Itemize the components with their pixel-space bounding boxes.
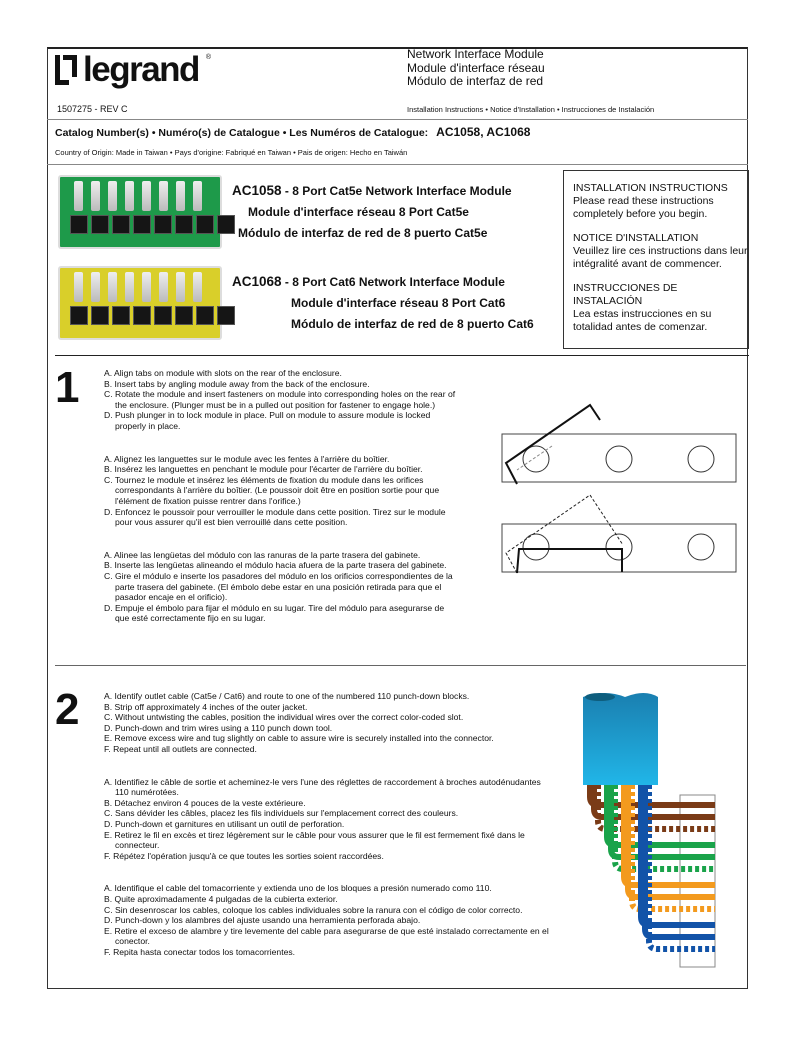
step-1-number: 1 bbox=[55, 363, 80, 412]
notice-heading-es: INSTRUCCIONES DE INSTALACIÓN bbox=[573, 282, 678, 307]
step2-fr-item: B. Détachez environ 4 pouces de la veste extérieure. bbox=[104, 797, 306, 808]
brand-name: legrand bbox=[83, 50, 199, 89]
product-ac1068-title: AC1068 - 8 Port Cat6 Network Interface Module bbox=[232, 274, 505, 289]
step1-es-item: D. Empuje el émbolo para fijar el módulo en su lugar. Tire del módulo para asegurarse de que esté correctamente fijo en su lugar. bbox=[104, 602, 445, 624]
step1-en-item: A. Align tabs on module with slots on the rear of the enclosure. bbox=[104, 368, 342, 378]
title-fr: Module d'interface réseau bbox=[407, 60, 545, 75]
step2-en-item: C. Without untwisting the cables, position the individual wires over the correct color-coded slot. bbox=[104, 712, 464, 723]
step1-fr-item: B. Insérez les languettes en penchant le module pour l'écarter de l'arrière du boîtier. bbox=[104, 464, 423, 475]
product-ac1058-es: Módulo de interfaz de red de 8 puerto Cat5e bbox=[238, 226, 488, 240]
document-title bbox=[407, 48, 545, 89]
step2-fr-item: E. Retirez le fil en excès et tirez légèrement sur le câble pour vous assurer que le fil est fermement fixé dans le connecteur. bbox=[104, 829, 525, 851]
ac1068-module-image bbox=[58, 266, 222, 340]
legrand-mark-icon bbox=[55, 55, 77, 85]
notice-box bbox=[563, 170, 749, 349]
product-ac1068-fr: Module d'interface réseau 8 Port Cat6 bbox=[291, 296, 506, 310]
product-ac1068-es: Módulo de interfaz de red de 8 puerto Cat6 bbox=[291, 317, 534, 331]
module-mounting-diagram bbox=[470, 400, 750, 580]
ac1058-module-image bbox=[58, 175, 222, 249]
step1-en-item: B. Insert tabs by angling module away from the back of the enclosure. bbox=[104, 378, 370, 389]
catalog-numbers: AC1058, AC1068 bbox=[436, 125, 531, 139]
step2-es-item: B. Quite aproximadamente 4 pulgadas de la cubierta exterior. bbox=[104, 893, 338, 904]
notice-text-en: Please read these instructions completely before you begin. bbox=[573, 195, 714, 220]
step1-fr-item: C. Tournez le module et insérez les éléments de fixation du module dans les orifices correspondants à l'arrière du boîtier. (Le poussoir doit être en position sortie pour que l'élément de fixation puisse rentrer dans l'orifice.) bbox=[104, 474, 440, 506]
step2-es-item: C. Sin desenroscar los cables, coloque los cables individuales sobre la ranura con el código de color correcto. bbox=[104, 904, 523, 915]
step1-es-item: C. Gire el módulo e inserte los pasadores del módulo en los orificios correspondientes de la parte trasera del gabinete. (El émbolo debe estar en una posición retirada para que el pasador encaje en el orificio). bbox=[104, 570, 453, 603]
notice-text-es: Lea estas instrucciones en su totalidad antes de comenzar. bbox=[573, 308, 712, 333]
step1-es-item: B. Inserte las lengüetas alineando el módulo hacia afuera de la parte trasera del gabinete. bbox=[104, 560, 447, 571]
notice-text-fr: Veuillez lire ces instructions dans leur intégralité avant de commencer. bbox=[573, 245, 748, 270]
catalog-label: Catalog Number(s) • Numéro(s) de Catalogue • Les Numéros de Catalogue: bbox=[55, 127, 429, 139]
catalog-line bbox=[55, 125, 530, 139]
wiring-diagram bbox=[570, 685, 730, 975]
step1-es-item: A. Alinee las lengüetas del módulo con las ranuras de la parte trasera del gabinete. bbox=[104, 549, 421, 560]
step2-es-item: E. Retire el exceso de alambre y tire levemente del cable para asegurarse de que esté instalado correctamente en el conector. bbox=[104, 925, 549, 947]
step1-en-item: D. Push plunger in to lock module in place. Pull on module to assure module is locked properly in place. bbox=[104, 410, 431, 431]
cable-jacket bbox=[583, 693, 658, 785]
doc-number: 1507275 - REV C bbox=[57, 104, 128, 114]
legrand-logo: legrand ® bbox=[55, 50, 210, 90]
step-2-instructions bbox=[104, 691, 554, 957]
notice-heading-fr: NOTICE D'INSTALLATION bbox=[573, 232, 699, 244]
title-es: Módulo de interfaz de red bbox=[407, 74, 544, 88]
country-of-origin: Country of Origin: Made in Taiwan • Pays d'origine: Fabriqué en Taiwan • Pais de origen: Hecho en Taiwán bbox=[55, 148, 408, 157]
step2-fr-item: F. Répétez l'opération jusqu'à ce que toutes les sorties soient raccordées. bbox=[104, 850, 384, 861]
product-ac1058-title: AC1058 - 8 Port Cat5e Network Interface Module bbox=[232, 183, 512, 198]
product-ac1058-fr: Module d'interface réseau 8 Port Cat5e bbox=[248, 205, 469, 219]
step2-fr-item: D. Punch-down et garnitures en utilisant un outil de perforation. bbox=[104, 818, 345, 829]
step2-en-item: D. Punch-down and trim wires using a 110 punch down tool. bbox=[104, 722, 333, 733]
step2-es-item: F. Repita hasta conectar todos los tomacorrientes. bbox=[104, 946, 296, 957]
step1-en-item: C. Rotate the module and insert fasteners on module into corresponding holes on the rear of the enclosure. (Plunger must be in a pulled out position for fastener to engage hole.) bbox=[104, 389, 456, 410]
notice-heading-en: INSTALLATION INSTRUCTIONS bbox=[573, 182, 728, 194]
step2-en-item: E. Remove excess wire and tug slightly on cable to assure wire is securely installed into the connector. bbox=[104, 733, 494, 744]
step-2-number: 2 bbox=[55, 685, 80, 734]
step1-fr-item: A. Alignez les languettes sur le module avec les fentes à l'arrière du boîtier. bbox=[104, 453, 390, 464]
step2-en-item: A. Identify outlet cable (Cat5e / Cat6) and route to one of the numbered 110 punch-down blocks. bbox=[104, 691, 470, 701]
step1-fr-item: D. Enfoncez le poussoir pour verrouiller le module dans cette position. Tirez sur le module pour vous assurer qu'il est bien verrouillé dans cette position. bbox=[104, 506, 446, 528]
step2-es-item: D. Punch-down y los alambres del ajuste usando una herramienta perforada abajo. bbox=[104, 915, 421, 926]
step2-fr-item: C. Sans dévider les câbles, placez les fils individuels sur l'emplacement correct des couleurs. bbox=[104, 808, 459, 819]
step2-es-item: A. Identifique el cable del tomacorriente y extienda uno de los bloques a presión numerado como 110. bbox=[104, 883, 492, 894]
instructions-line: Installation Instructions • Notice d'Installation • Instrucciones de Instalación bbox=[407, 105, 655, 114]
step-1-instructions bbox=[104, 368, 459, 624]
step2-en-item: F. Repeat until all outlets are connected. bbox=[104, 743, 257, 754]
step2-en-item: B. Strip off approximately 4 inches of the outer jacket. bbox=[104, 701, 308, 712]
step2-fr-item: A. Identifiez le câble de sortie et acheminez-le vers l'une des réglettes de raccordement à broches autodénudantes 110 numérotées. bbox=[104, 776, 541, 798]
title-en: Network Interface Module bbox=[407, 47, 544, 61]
